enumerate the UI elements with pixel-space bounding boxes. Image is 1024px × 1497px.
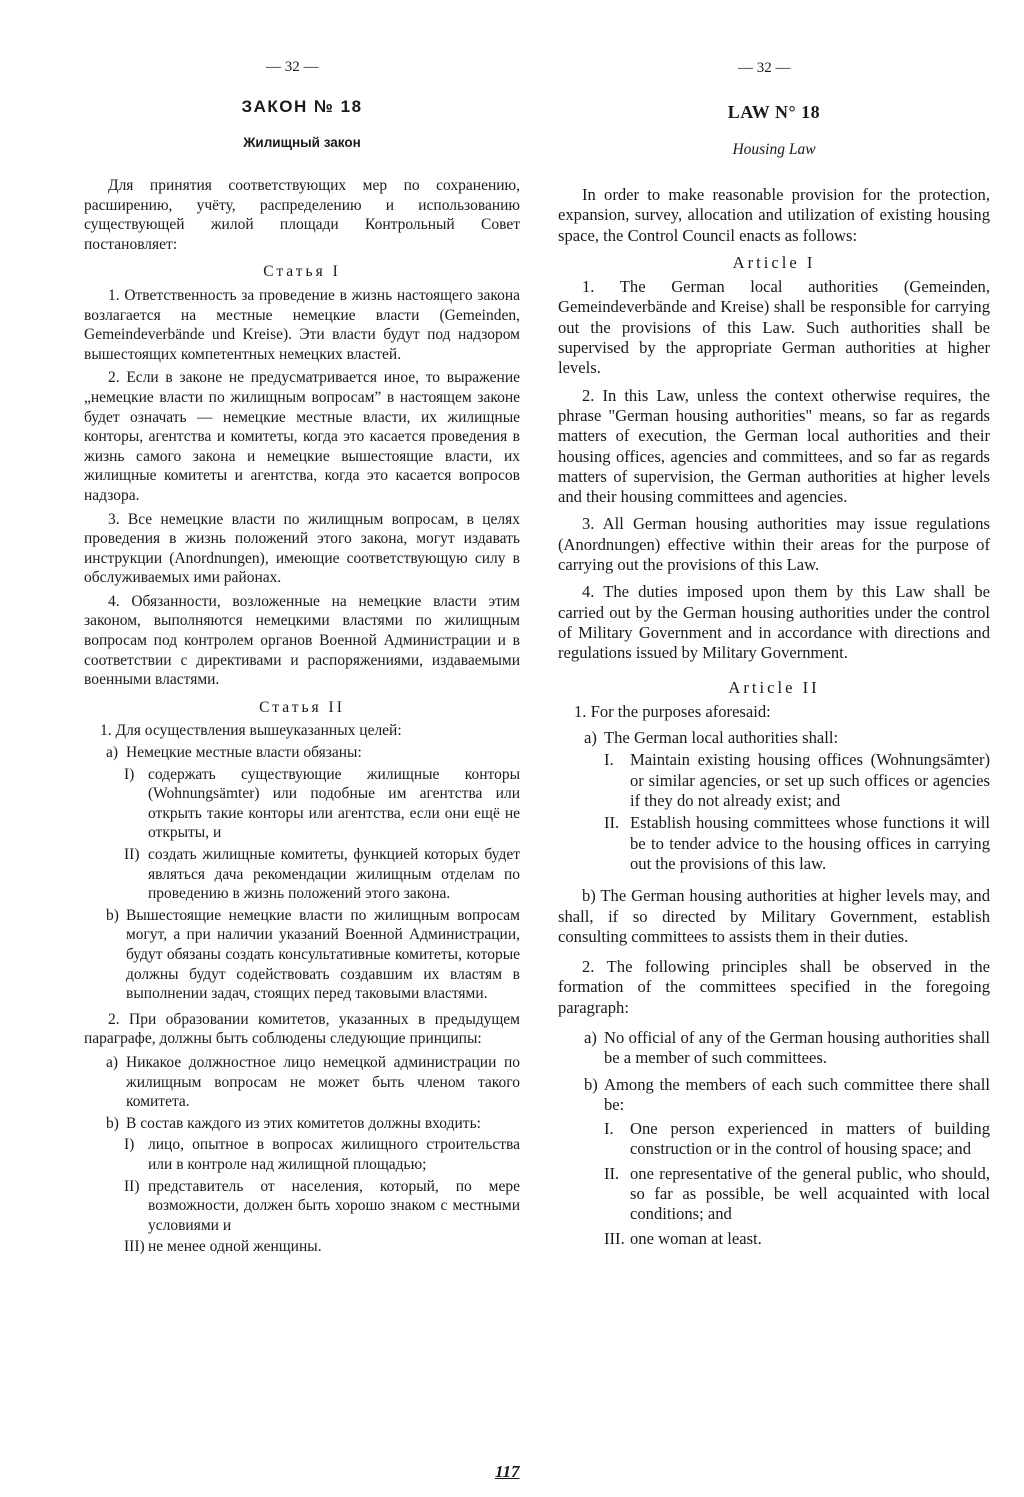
article-heading: Статья I [263, 263, 341, 281]
page-number: — 32 — [266, 59, 319, 75]
footer-page-number: 117 [495, 1462, 520, 1481]
law-body [84, 176, 520, 1259]
list-item: I. One person experienced in matters of building construction or in the control of housing space; and [604, 1119, 990, 1159]
list-item: I) содержать существующие жилищные конторы (Wohnungsämter) или подобные им агентства или открыть такие конторы или агентства, если они ещё не открыты, и [124, 765, 520, 842]
list-item: II. Establish housing committees whose functions it will be to tender advice to the housing offices in carrying out the provisions of this law. [604, 813, 990, 873]
page-number: — 32 — [738, 60, 791, 76]
paragraph: 1. The German local authorities (Gemeinden, Gemeindeverbände and Kreise) shall be responsible for carrying out the provisions of this Law. Such authorities shall be supervised by the appropriate German authorities at higher levels. [558, 277, 990, 378]
paragraph: 2. При образовании комитетов, указанных в предыдущем параграфе, должны быть соблюдены следующие принципы: [84, 1010, 520, 1048]
list-item: 1. Для осуществления вышеуказанных целей: [100, 722, 402, 740]
list-item: b) Вышестоящие немецкие власти по жилищным вопросам могут, а при наличии указаний Военной Администрации, будут обязаны создать консультативные комитеты, которые должны будут содействовать создавшим их властям в выполнении задач, стоящих перед таковыми властями. [106, 906, 520, 1003]
law-title: ЗАКОН № 18 [241, 97, 363, 116]
paragraph: 3. All German housing authorities may issue regulations (Anordnungen) effective within their areas for the purpose of carrying out the provisions of this Law. [558, 514, 990, 575]
list-item: a) No official of any of the German housing authorities shall be a member of such committees. [584, 1027, 990, 1068]
paragraph: 2. In this Law, unless the context otherwise requires, the phrase "German housing authorities" means, so far as regards matters of execution, the German local authorities and their housing offices, agencies and committees, and so far as regards matters of supervision, the German authorities at higher levels and their housing committees and agencies. [558, 385, 990, 507]
list-item: a) Никакое должностное лицо немецкой администрации по жилищным вопросам не может быть членом такого комитета. [106, 1053, 520, 1111]
list-item: b) В состав каждого из этих комитетов должны входить: [106, 1114, 481, 1132]
list-item: II) представитель от населения, который, по мере возможности, должен быть хорошо знаком с местными условиями и [124, 1177, 520, 1234]
article-heading: Article I [732, 252, 816, 272]
list-item: III. one woman at least. [604, 1228, 762, 1248]
paragraph: 2. The following principles shall be observed in the formation of the committees specified in the foregoing paragraph: [558, 957, 990, 1017]
list-item: I) лицо, опытное в вопросах жилищного строительства или в контроле над жилищной площадью; [124, 1136, 520, 1173]
list-item: II. one representative of the general public, who should, so far as possible, be well acquainted with local conditions; and [604, 1163, 990, 1224]
list-item: 1. For the purposes aforesaid: [574, 701, 771, 721]
paragraph: 2. Если в законе не предусматривается иное, то выражение „немецкие власти по жилищным вопросам” в настоящем законе будет означать — немецкие местные власти, их жилищные конторы, агентства и комитеты, когда это касается проведения в жизнь самого закона и немецкие вышестоящие власти, их жилищные комитеты и агентства, когда это касается вопросов надзора. [84, 369, 520, 504]
list-item: a) Немецкие местные власти обязаны: [106, 744, 362, 762]
preamble: Для принятия соответствующих мер по сохранению, расширению, учёту, распределению и использованию существующей жилой площади Контрольный Совет постановляет: [84, 177, 520, 253]
paragraph: 3. Все немецкие власти по жилищным вопросам, в целях проведения в жизнь положений этого закона, могут издавать инструкции (Anordnungen), имеющие соответствующую силу в обслуживаемых ими районах. [84, 510, 520, 587]
law-title: LAW N° 18 [727, 102, 821, 122]
article-heading: Article II [728, 677, 820, 697]
list-item: II) создать жилищные комитеты, функцией которых будет являться дача рекомендации жилищным отделам по проведению в жизнь положений этого закона. [124, 846, 520, 903]
preamble: In order to make reasonable provision for the protection, expansion, survey, allocation and utilization of existing housing space, the Control Council enacts as follows: [558, 185, 990, 245]
law-body [558, 185, 990, 1251]
law-subtitle: Жилищный закон [243, 135, 361, 150]
paragraph: 4. The duties imposed upon them by this Law shall be carried out by the German housing authorities under the control of Military Government and in accordance with directions and regulations issued by Military Government. [558, 582, 990, 663]
article-heading: Статья II [259, 698, 345, 716]
list-item: a) The German local authorities shall: [584, 728, 839, 748]
list-item: III) не менее одной женщины. [124, 1238, 322, 1256]
law-subtitle: Housing Law [732, 141, 816, 158]
paragraph: 1. Ответственность за проведение в жизнь настоящего закона возлагается на местные немецкие власти (Gemeinden, Gemeindeverbände und Kreise). Эти власти будут под надзором вышестоящих компетентных немецких властей. [84, 286, 520, 363]
list-item: b) Among the members of each such committee there shall be: [584, 1074, 990, 1114]
list-item: I. Maintain existing housing offices (Wohnungsämter) or similar agencies, or set up such offices or agencies if they do not already exist; and [604, 750, 990, 811]
paragraph: b) The German housing authorities at higher levels may, and shall, if so directed by Military Government, establish consulting committees to assists them in their duties. [558, 886, 990, 946]
paragraph: 4. Обязанности, возложенные на немецкие власти этим законом, выполняются немецкими властями по жилищным вопросам под контролем органов Военной Администрации и в соответствии с директивами и распоряжениями, издаваемыми военными властями. [84, 592, 520, 689]
